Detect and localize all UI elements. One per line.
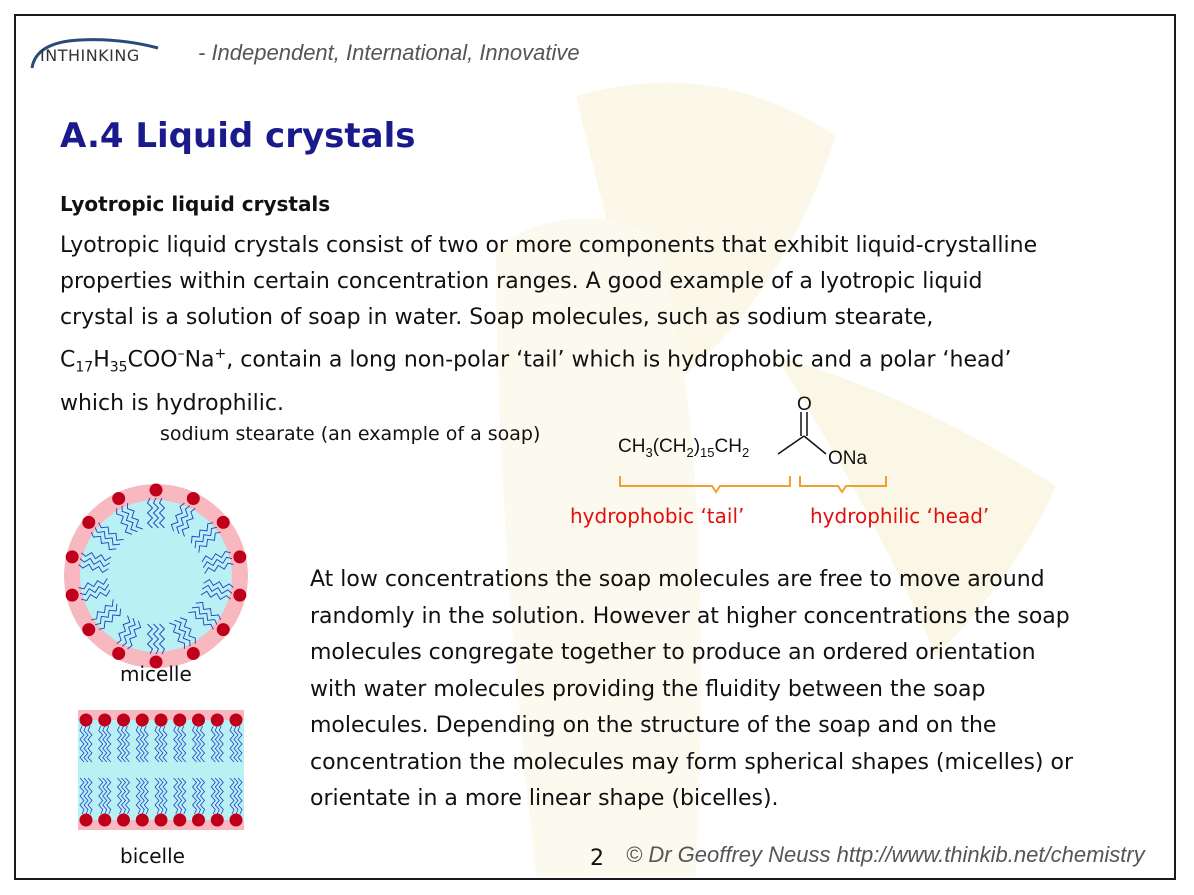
bicelle-head-dot xyxy=(230,714,243,727)
micelle-head-dot xyxy=(233,589,246,602)
bicelle-head-dot xyxy=(192,714,205,727)
bicelle-head-dot xyxy=(117,714,130,727)
head-brace-icon xyxy=(800,476,886,492)
tagline: - Independent, International, Innovative xyxy=(198,40,580,65)
formula-part-3: ) xyxy=(693,436,701,457)
intro-line-2: properties within certain concentration ranges. A good example of a lyotropic liquid xyxy=(60,269,983,294)
bicelle-head-dot xyxy=(98,814,111,827)
micelle-head-dot xyxy=(187,492,200,505)
bicelle-caption: bicelle xyxy=(120,844,185,868)
bicelle-head-dot xyxy=(155,714,168,727)
bicelle-head-dot xyxy=(211,714,224,727)
micelle-head-dot xyxy=(187,647,200,660)
para2-line-3: molecules congregate together to produce an ordered orientation xyxy=(310,640,1036,665)
bicelle-head-dot xyxy=(117,814,130,827)
micelle-head-dot xyxy=(66,589,79,602)
slide-title: A.4 Liquid crystals xyxy=(60,116,416,156)
formula-c: C xyxy=(60,347,76,373)
intro-line-5: which is hydrophilic. xyxy=(60,390,284,416)
formula-c-sub: 17 xyxy=(75,359,94,376)
bicelle-head-dot xyxy=(136,714,149,727)
bicelle-head-dot xyxy=(80,714,93,727)
slide-frame xyxy=(14,14,1176,880)
bond-line xyxy=(778,436,804,454)
intro-line-4 xyxy=(60,336,1160,386)
micelle-head-dot xyxy=(150,484,163,497)
hydrophilic-head-label: hydrophilic ‘head’ xyxy=(810,504,990,528)
brace-brackets xyxy=(616,474,916,500)
formula-h: H xyxy=(93,347,110,373)
bicelle-head-dot xyxy=(136,814,149,827)
bicelle-head-dot xyxy=(80,814,93,827)
formula-sub-2: 2 xyxy=(686,444,694,460)
micelle-head-dot xyxy=(233,550,246,563)
logo xyxy=(30,34,190,70)
micelle-head-dot xyxy=(82,623,95,636)
intro-paragraph xyxy=(60,228,1160,422)
para2-line-1: At low concentrations the soap molecules are free to move around xyxy=(310,567,1045,592)
section-heading: Lyotropic liquid crystals xyxy=(60,192,331,216)
stearate-formula xyxy=(618,436,749,460)
intro-line-3: crystal is a solution of soap in water. Soap molecules, such as sodium stearate, xyxy=(60,305,934,330)
header xyxy=(30,34,580,70)
micelle-head-dot xyxy=(82,516,95,529)
formula-sub-4: 2 xyxy=(741,444,750,460)
copyright-footer: © Dr Geoffrey Neuss http://www.thinkib.net/chemistry xyxy=(626,842,1145,867)
micelle-head-dot xyxy=(112,492,125,505)
para2-line-5: molecules. Depending on the structure of the soap and on the xyxy=(310,713,997,738)
concentration-paragraph xyxy=(310,562,1160,818)
micelle-head-dot xyxy=(217,623,230,636)
formula-part-4: CH xyxy=(714,436,742,457)
bicelle-head-dot xyxy=(173,814,186,827)
carboxylate-structure xyxy=(776,392,916,472)
para2-line-7: orientate in a more linear shape (bicelles). xyxy=(310,786,779,811)
micelle-core xyxy=(80,500,232,652)
bicelle-head-dot xyxy=(211,814,224,827)
bond-line xyxy=(804,436,826,454)
micelle-diagram xyxy=(56,476,256,676)
formula-part-2: (CH xyxy=(652,436,687,457)
micelle-head-dot xyxy=(112,647,125,660)
formula-h-sub: 35 xyxy=(109,359,128,376)
intro-line-4-rest: , contain a long non-polar ‘tail’ which is hydrophobic and a polar ‘head’ xyxy=(226,347,1012,373)
micelle-head-dot xyxy=(66,550,79,563)
formula-coo: COO xyxy=(127,347,178,373)
formula-na: Na xyxy=(184,347,215,373)
bicelle-diagram xyxy=(76,710,246,830)
logo-text: INTHINKING xyxy=(40,46,140,65)
ona-label: ONa xyxy=(828,448,868,469)
bicelle-head-dot xyxy=(98,714,111,727)
intro-line-1: Lyotropic liquid crystals consist of two or more components that exhibit liquid-crystalline xyxy=(60,233,1038,258)
micelle-caption: micelle xyxy=(120,662,192,686)
bicelle-head-dot xyxy=(230,814,243,827)
hydrophobic-tail-label: hydrophobic ‘tail’ xyxy=(570,504,745,528)
para2-line-6: concentration the molecules may form spherical shapes (micelles) or xyxy=(310,749,1073,775)
soap-caption: sodium stearate (an example of a soap) xyxy=(160,423,541,445)
page-number: 2 xyxy=(590,846,604,871)
formula-sub-3: 15 xyxy=(700,444,715,460)
formula-plus: + xyxy=(214,346,227,362)
bicelle-head-dot xyxy=(155,814,168,827)
tail-brace-icon xyxy=(620,476,790,492)
micelle-head-dot xyxy=(217,516,230,529)
para2-line-4: with water molecules providing the fluidity between the soap xyxy=(310,676,986,702)
formula-part-1: CH xyxy=(618,436,646,457)
formula-minus: – xyxy=(177,346,185,362)
bicelle-head-dot xyxy=(192,814,205,827)
oxygen-label: O xyxy=(797,394,812,415)
bicelle-head-dot xyxy=(173,714,186,727)
para2-line-2: randomly in the solution. However at higher concentrations the soap xyxy=(310,603,1070,629)
formula-sub-1: 3 xyxy=(645,444,653,460)
